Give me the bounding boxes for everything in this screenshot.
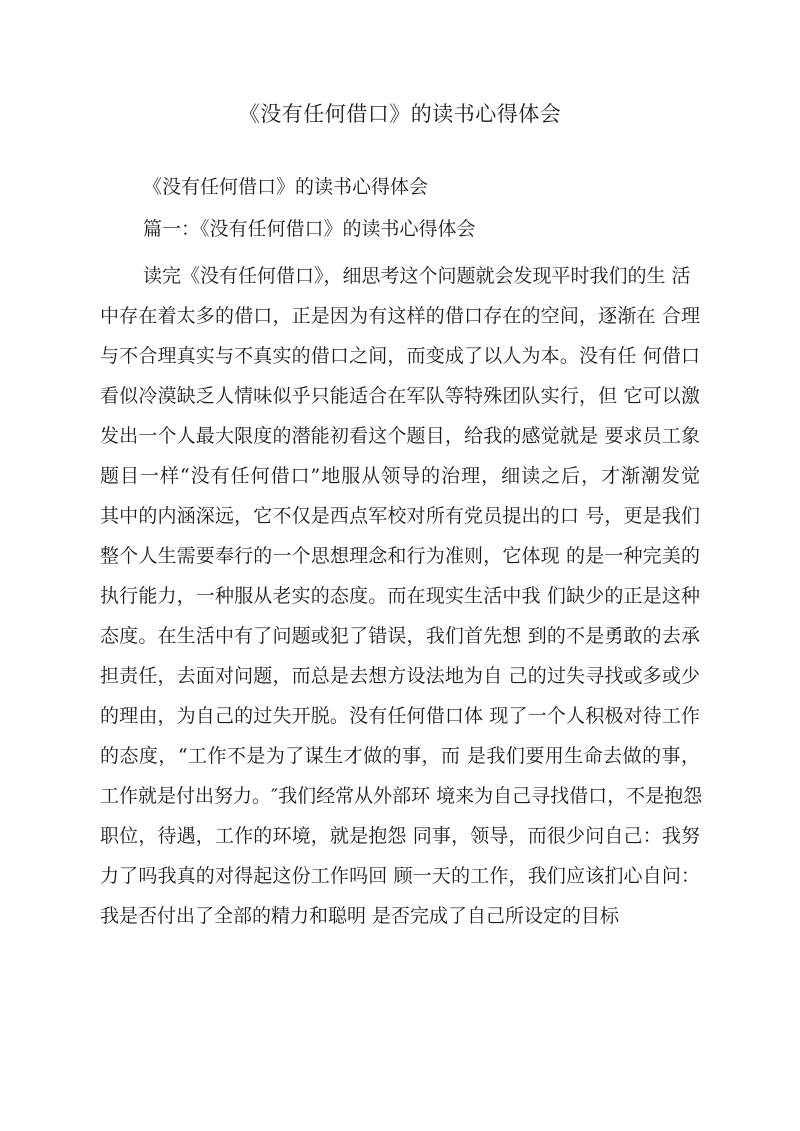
body-line: 整个人生需要奉行的一个思想理念和行为准则，它体现 的是一种完美的 [100, 545, 700, 567]
body-line: 看似冷漠缺乏人情味似乎只能适合在军队等特殊团队实行，但 它可以激 [100, 385, 700, 407]
body-line: 的理由，为自己的过失开脱。没有任何借口体 现了一个人积极对待工作 [100, 705, 700, 727]
section-heading: 篇一：《没有任何借口》的读书心得体会 [143, 218, 476, 240]
body-line: 态度。在生活中有了问题或犯了错误，我们首先想 到的不是勇敢的去承 [100, 625, 700, 647]
body-line: 执行能力，一种服从老实的态度。而在现实生活中我 们缺少的正是这种 [100, 585, 700, 607]
body-line: 发出一个人最大限度的潜能初看这个题目，给我的感觉就是 要求员工象 [100, 425, 700, 447]
body-text [100, 256, 703, 936]
body-line: 题目一样“没有任何借口”地服从领导的治理，细读之后，才渐潮发觉 [100, 465, 700, 487]
document-subtitle: 《没有任何借口》的读书心得体会 [143, 176, 429, 198]
body-line: 中存在着太多的借口，正是因为有这样的借口存在的空间，逐渐在 合理 [100, 305, 700, 327]
body-line: 担责任，去面对问题，而总是去想方设法地为自 己的过失寻找或多或少 [100, 665, 700, 687]
body-line: 读完《没有任何借口》，细思考这个问题就会发现平时我们的生 活 [143, 265, 691, 287]
body-line: 力了吗我真的对得起这份工作吗回 顾一天的工作，我们应该扪心自问： [100, 865, 700, 887]
page-title: 《没有任何借口》的读书心得体会 [238, 102, 562, 126]
body-line: 工作就是付出努力。″我们经常从外部环 境来为自己寻找借口，不是抱怨 [100, 785, 703, 807]
body-line: 与不合理真实与不真实的借口之间，而变成了以人为本。没有任 何借口 [100, 345, 700, 367]
body-line: 其中的内涵深远，它不仅是西点军校对所有党员提出的口 号，更是我们 [100, 505, 700, 527]
body-line: 的态度，“工作不是为了谋生才做的事，而 是我们要用生命去做的事， [100, 745, 700, 767]
body-line: 职位，待遇，工作的环境，就是抱怨 同事，领导，而很少问自己：我努 [100, 825, 700, 847]
body-line: 我是否付出了全部的精力和聪明 是否完成了自己所设定的目标 [100, 905, 620, 927]
